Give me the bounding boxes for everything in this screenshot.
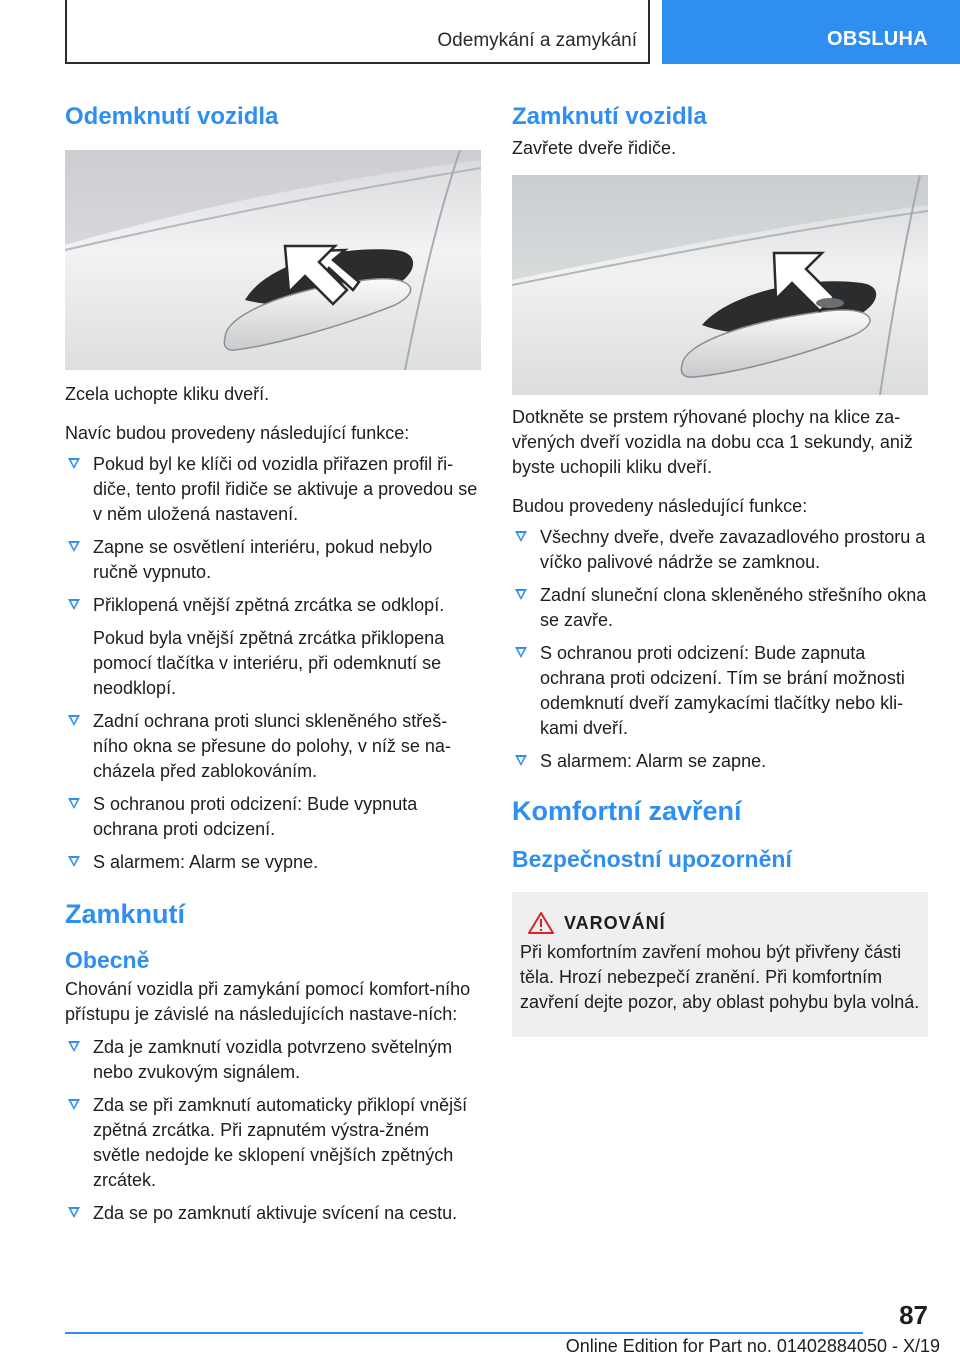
list-item: Všechny dveře, dveře zavazadlového prostoru a víčko palivové nádrže se zamknou. xyxy=(512,525,928,575)
list-item-note: Pokud byla vnější zpětná zrcátka přiklopena pomocí tlačítka v interiéru, při odemknutí se neodklopí. xyxy=(93,628,445,698)
bullet-triangle-icon xyxy=(68,458,80,469)
door-handle-unlock-illustration xyxy=(65,150,481,370)
lock-caption: Dotkněte se prstem rýhované plochy na klice za-vřených dveří vozidla na dobu cca 1 sekundy, aniž byste uchopili kliku dveří. xyxy=(512,407,913,477)
lock-vehicle-intro: Zavřete dveře řidiče. xyxy=(512,138,677,158)
warning-box xyxy=(512,892,928,1037)
lock-title: Zamknutí xyxy=(65,899,186,929)
bullet-triangle-icon xyxy=(68,1099,80,1110)
list-item: S ochranou proti odcizení: Bude zapnuta ochrana proti odcizení. Tím se brání možnosti odemknutí dveří zamykacími tlačítky nebo kli-kami dveří. xyxy=(512,641,928,741)
list-item: S ochranou proti odcizení: Bude vypnuta ochrana proti odcizení. xyxy=(65,792,481,842)
chapter-title: Odemykání a zamykání xyxy=(437,30,637,51)
list-item: S alarmem: Alarm se vypne. xyxy=(65,850,481,875)
bullet-triangle-icon xyxy=(515,647,527,658)
list-item: Zadní ochrana proti slunci skleněného střeš-ního okna se přesune do polohy, v níž se na-cházela před zablokováním. xyxy=(65,709,481,784)
bullet-triangle-icon xyxy=(515,755,527,766)
list-item: S alarmem: Alarm se zapne. xyxy=(512,749,928,774)
footer-rule xyxy=(65,1332,863,1334)
list-item: Zapne se osvětlení interiéru, pokud nebylo ručně vypnuto. xyxy=(65,535,481,585)
general-settings-list xyxy=(65,1035,481,1226)
unlock-title: Odemknutí vozidla xyxy=(65,103,279,130)
safety-notes-title: Bezpečnostní upozornění xyxy=(512,846,792,872)
unlock-caption: Zcela uchopte kliku dveří. xyxy=(65,384,270,404)
list-item: Zadní sluneční clona skleněného střešního okna se zavře. xyxy=(512,583,928,633)
bullet-triangle-icon xyxy=(68,1041,80,1052)
right-column xyxy=(512,100,928,1037)
bullet-triangle-icon xyxy=(68,541,80,552)
bullet-triangle-icon xyxy=(68,856,80,867)
lock-intro: Budou provedeny následující funkce: xyxy=(512,496,808,516)
edition-footer: Online Edition for Part no. 01402884050 - X/19 xyxy=(565,1336,940,1356)
warning-header xyxy=(528,912,920,934)
general-title: Obecně xyxy=(65,947,150,973)
page-number: 87 xyxy=(899,1300,928,1330)
bullet-triangle-icon xyxy=(515,589,527,600)
comfort-close-title: Komfortní zavření xyxy=(512,796,742,826)
bullet-triangle-icon xyxy=(68,798,80,809)
warning-triangle-icon xyxy=(528,912,554,934)
bullet-triangle-icon xyxy=(68,1207,80,1218)
bullet-triangle-icon xyxy=(68,715,80,726)
list-item: Zda se po zamknutí aktivuje svícení na cestu. xyxy=(65,1201,481,1226)
list-item: Přiklopená vnější zpětná zrcátka se odklopí. Pokud byla vnější zpětná zrcátka přiklopena pomocí tlačítka v interiéru, při odemknutí se neodklopí. xyxy=(65,593,481,701)
unlock-function-list xyxy=(65,452,481,875)
list-item: Zda je zamknutí vozidla potvrzeno světelným nebo zvukovým signálem. xyxy=(65,1035,481,1085)
general-intro: Chování vozidla při zamykání pomocí komfort-ního přístupu je závislé na následujících nastave-ních: xyxy=(65,979,471,1024)
bullet-triangle-icon xyxy=(515,531,527,542)
warning-title: VAROVÁNÍ xyxy=(564,912,666,933)
warning-text: Při komfortním zavření mohou být přivřeny části těla. Hrozí nebezpečí zranění. Při komfortním zavření dejte pozor, aby oblast pohybu byla volná. xyxy=(520,942,920,1012)
left-column xyxy=(65,100,481,1234)
unlock-intro: Navíc budou provedeny následující funkce: xyxy=(65,423,410,443)
lock-function-list xyxy=(512,525,928,774)
section-tab-label: OBSLUHA xyxy=(827,28,928,50)
lock-vehicle-title: Zamknutí vozidla xyxy=(512,103,707,130)
bullet-triangle-icon xyxy=(68,599,80,610)
list-item: Pokud byl ke klíči od vozidla přiřazen profil ři-diče, tento profil řidiče se aktivuje a provedou se v něm uložená nastavení. xyxy=(65,452,481,527)
header-divider xyxy=(648,0,650,64)
list-item: Zda se při zamknutí automaticky přiklopí vnější zpětná zrcátka. Při zapnutém výstra-žném světle nedojde ke sklopení vnějších zpětných zrcátek. xyxy=(65,1093,481,1193)
door-handle-lock-illustration xyxy=(512,175,928,395)
